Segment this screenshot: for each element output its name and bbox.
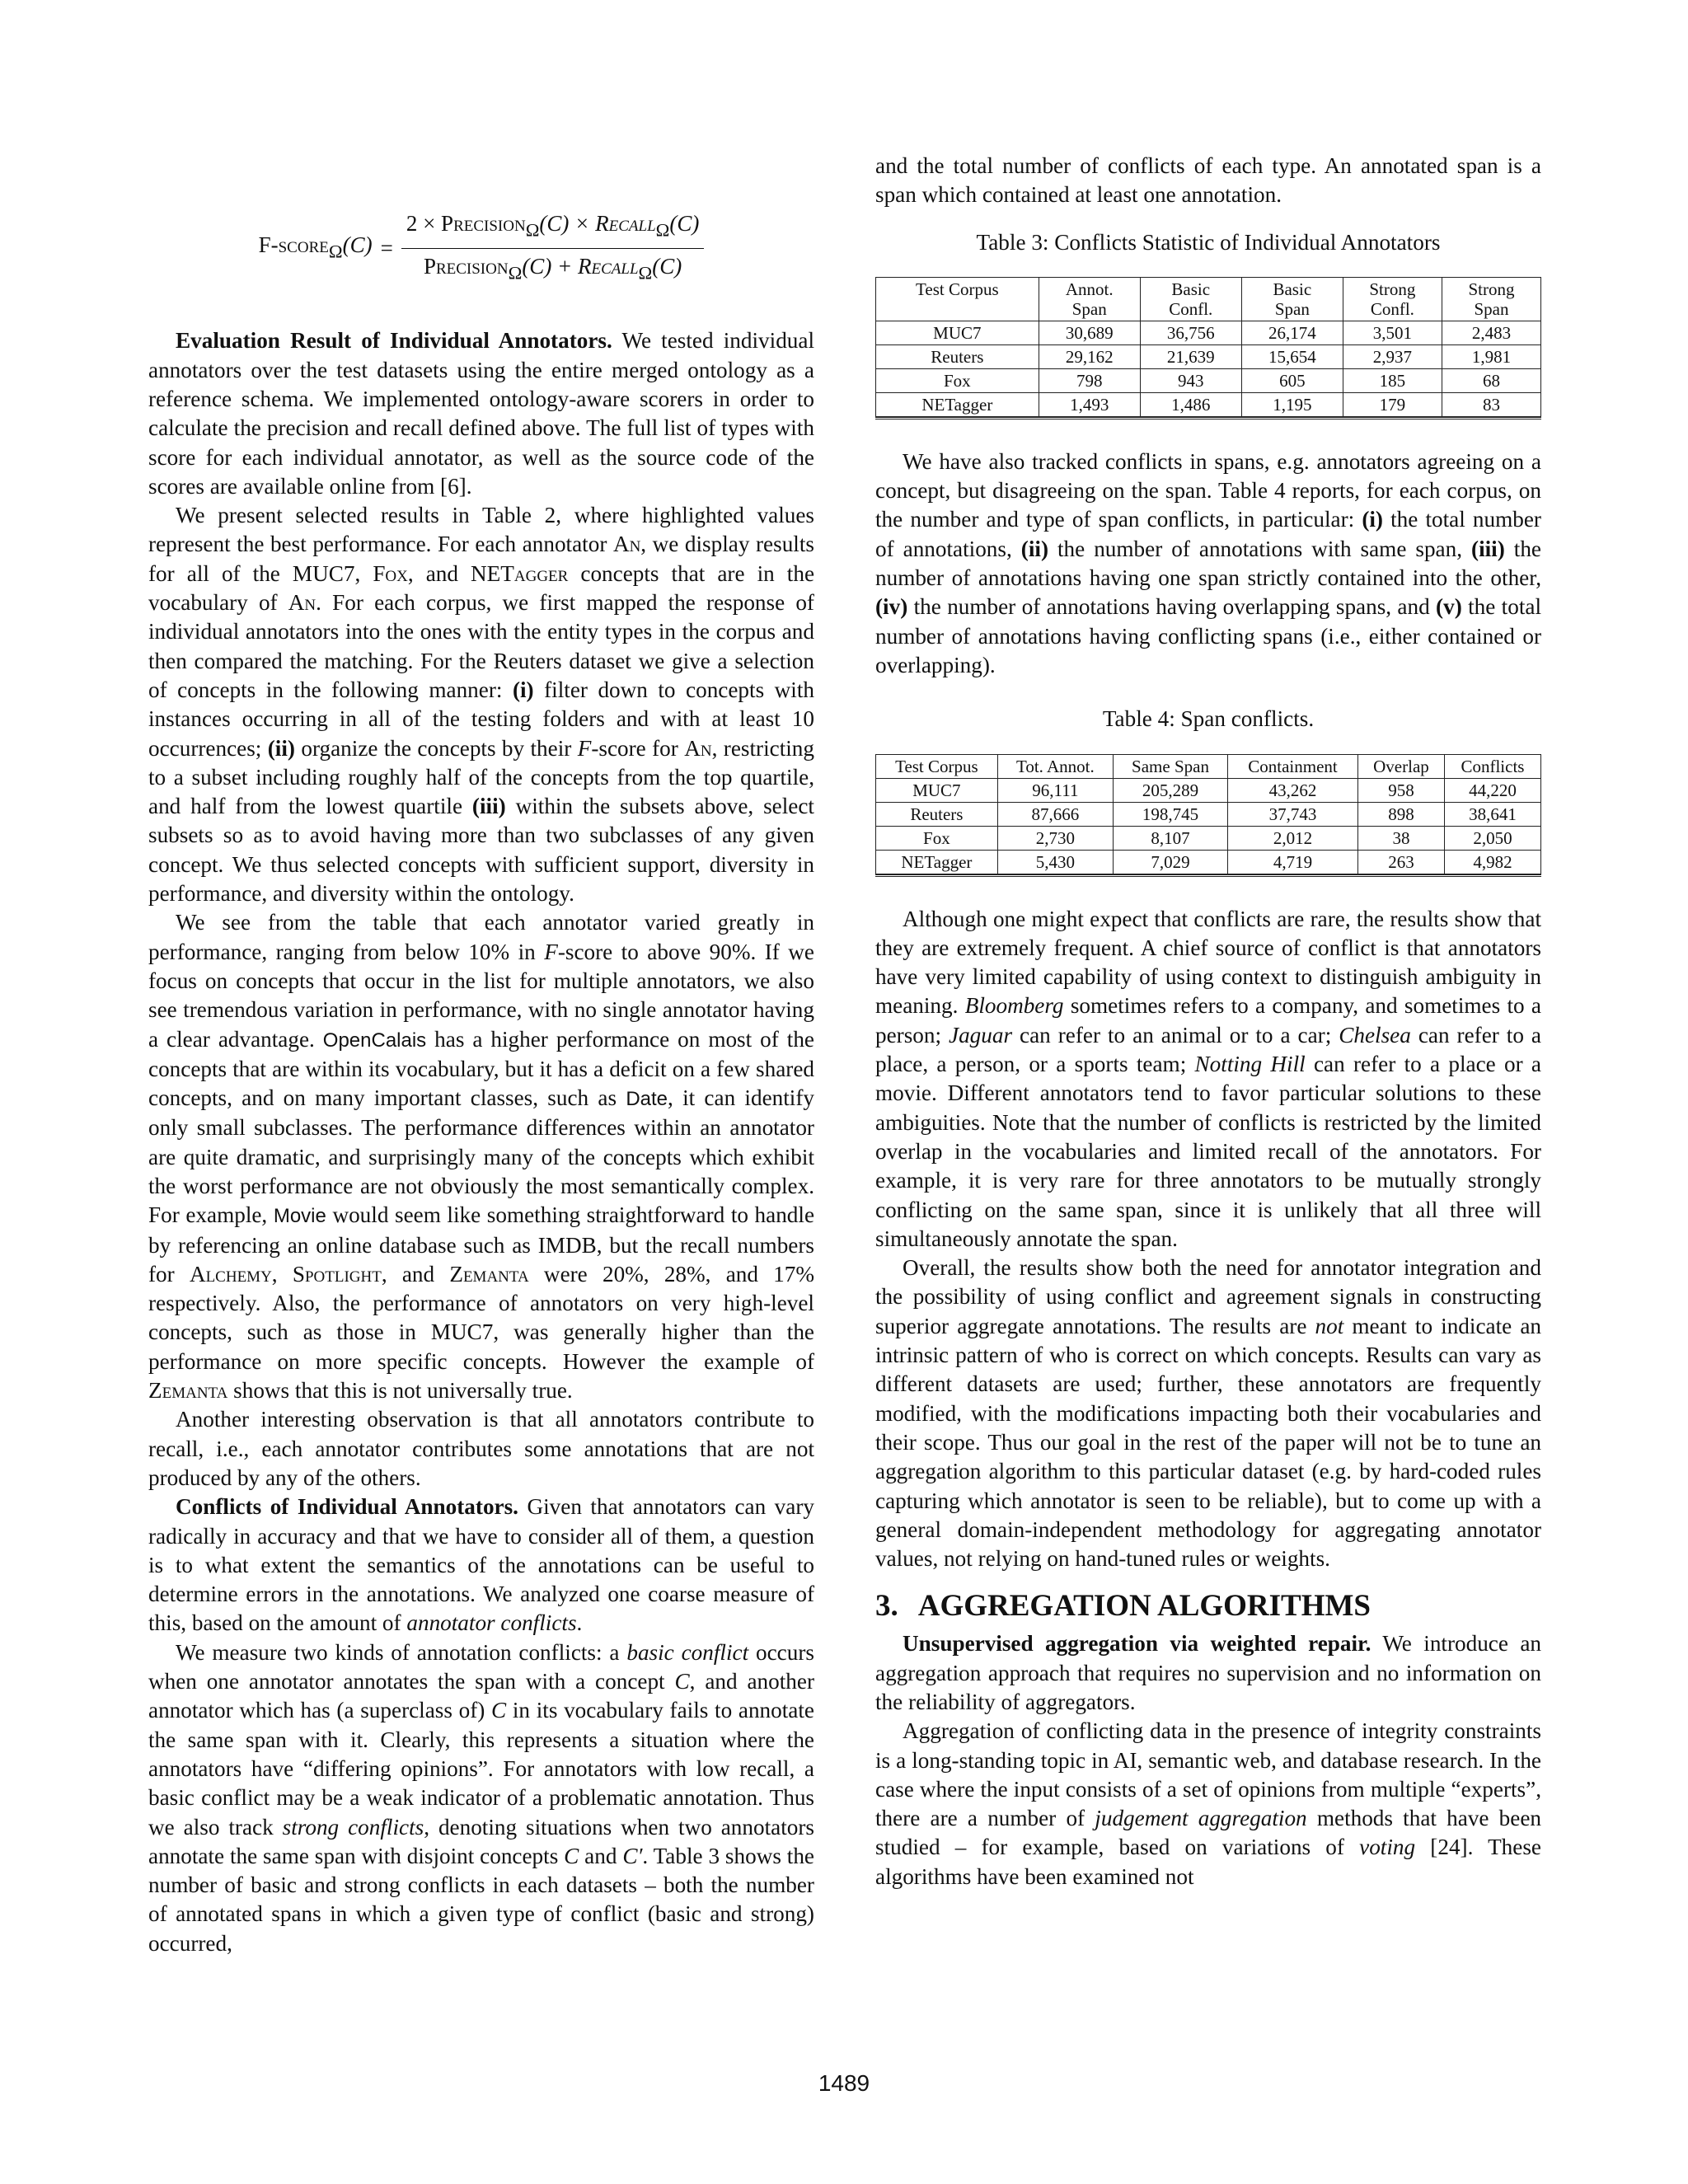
table-cell: 5,430 (997, 850, 1113, 874)
table-row (876, 368, 1541, 392)
table-row (876, 850, 1541, 874)
table-cell: 8,107 (1113, 826, 1227, 850)
table-cell: 2,937 (1343, 344, 1442, 368)
table-header-cell: Basic Span (1241, 277, 1343, 321)
paragraph-conflicts: Conflicts of Individual Annotators. Given that annotators can vary radically in accuracy and that we have to consider all of them, a question is to what extent the semantics of the annotations can be useful to determine errors in the annotations. We analyzed one coarse measure of this, based on the amount of annotator conflicts. (148, 1494, 814, 1636)
table-cell: 2,483 (1442, 321, 1540, 344)
table-cell: 29,162 (1039, 344, 1140, 368)
paragraph-conflict-kinds: We measure two kinds of annotation conflicts: a basic conflict occurs when one annotator annotates the span with a concept C, and another annotator which has (a superclass of) C in its vocabulary fails to annotate the same span with it. Clearly, this represents a situation where the annotators have “differing opinions”. For annotators with low recall, a basic conflict may be a weak indicator of a problematic annotation. Thus we also track strong conflicts, denoting situations when two annotators annotate the same span with disjoint concepts C and C′. Table 3 shows the number of basic and strong conflicts in each datasets – both the number of annotated spans in which a given type of conflict (basic and strong) occurred, (148, 1639, 814, 1956)
table-cell: 1,195 (1241, 392, 1343, 416)
table-cell: 1,486 (1140, 392, 1241, 416)
f-score-formula: F-score$_\Omega$(C) = $\frac{2 \times Precision_\Omega(C) \times Recall_\Omega(C)}{Precision_\Omega(C) + Recall_\Omega(C)}$ (148, 209, 814, 287)
table-cell: 37,743 (1228, 802, 1358, 826)
table-cell: NETagger (876, 392, 1039, 416)
table-header-cell: Overlap (1358, 754, 1445, 778)
table-cell: 87,666 (997, 802, 1113, 826)
page-number: 1489 (818, 2070, 870, 2096)
paragraph-selected-results: We present selected results in Table 2, where highlighted values represent the best performance. For each annotator An, we display results for all of the MUC7, Fox, and NETagger concepts that are in the vocabulary of An. For each corpus, we first mapped the response of individual annotators into the ones with the entity types in the corpus and then compared the matching. For the Reuters dataset we give a selection of concepts in the following manner: (i) filter down to concepts with instances occurring in all of the testing folders and with at least 10 occurrences; (ii) organize the concepts by their F-score for An, restricting to a subset including roughly half of the concepts from the top quartile, and half from the lowest quartile (iii) within the subsets above, select subsets so as to avoid having more than two subclasses of any given concept. We thus selected concepts with sufficient support, diversity in performance, and diversity within the ontology. (148, 503, 815, 907)
table-cell: 179 (1343, 392, 1442, 416)
table-cell: 30,689 (1039, 321, 1140, 344)
table-cell: 798 (1039, 368, 1140, 392)
table-cell: 2,050 (1444, 826, 1540, 850)
table-cell: 205,289 (1113, 778, 1227, 802)
table-cell: 4,982 (1444, 850, 1540, 874)
table-cell: MUC7 (876, 778, 998, 802)
table-cell: 38,641 (1444, 802, 1540, 826)
table-cell: 26,174 (1241, 321, 1343, 344)
paragraph-weighted-repair: Unsupervised aggregation via weighted repair. We introduce an aggregation approach that requires no supervision and no information on the reliability of aggregators. (875, 1631, 1542, 1714)
right-column (875, 152, 1541, 1891)
table3-wrapper (875, 277, 1541, 419)
table-cell: 943 (1140, 368, 1241, 392)
table-cell: NETagger (876, 850, 998, 874)
table-row (876, 778, 1541, 802)
table-header-cell: Annot. Span (1039, 277, 1140, 321)
table-cell: 21,639 (1140, 344, 1241, 368)
table-cell: 15,654 (1241, 344, 1343, 368)
table4 (875, 754, 1541, 874)
table-header-cell: Test Corpus (876, 754, 998, 778)
table-cell: 2,012 (1228, 826, 1358, 850)
table-cell: 38 (1358, 826, 1445, 850)
table-header-cell: Strong Span (1442, 277, 1540, 321)
table-cell: 43,262 (1228, 778, 1358, 802)
paragraph-continued: and the total number of conflicts of each type. An annotated span is a span which contained at least one annotation. (875, 153, 1541, 208)
table-cell: 605 (1241, 368, 1343, 392)
table-header-row (876, 277, 1541, 321)
table-cell: MUC7 (876, 321, 1039, 344)
table-cell: 68 (1442, 368, 1540, 392)
table-cell: 198,745 (1113, 802, 1227, 826)
table-cell: 96,111 (997, 778, 1113, 802)
formula-fraction: $\frac{2 \times Precision_\Omega(C) \times Recall_\Omega(C)}{Precision_\Omega(C) + Recall_\Omega(C)}$ (401, 209, 705, 287)
table-row (876, 344, 1541, 368)
table-cell: 44,220 (1444, 778, 1540, 802)
table-row (876, 392, 1541, 416)
paragraph-frequent-conflicts: Although one might expect that conflicts are rare, the results show that they are extremely frequent. A chief source of conflict is that annotators have very limited capability of using context to distinguish ambiguity in meaning. Bloomberg sometimes refers to a company, and sometimes to a person; Jaguar can refer to an animal or to a car; Chelsea can refer to a place, a person, or a sports team; Notting Hill can refer to a place or a movie. Different annotators tend to favor particular solutions to these ambiguities. Note that the number of conflicts is restricted by the limited overlap in the vocabularies and limited recall of the annotators. For example, it is very rare for three annotators to be mutually strongly conflicting on the same span, since it is unlikely that all three will simultaneously annotate the span. (875, 906, 1542, 1251)
section-heading: 3. AGGREGATION ALGORITHMS (875, 1589, 1372, 1624)
table4-caption: Table 4: Span conflicts. (1102, 706, 1315, 732)
table-cell: 36,756 (1140, 321, 1241, 344)
paragraph-span-conflicts: We have also tracked conflicts in spans, e.g. annotators agreeing on a concept, but disagreeing on the span. Table 4 reports, for each corpus, on the number and type of span conflicts, in particular: (i) the total number of annotations, (ii) the number of annotations with same span, (iii) the number of annotations having one span strictly contained into the other, (iv) the number of annotations having overlapping spans, and (v) the total number of annotations having conflicting spans (i.e., either contained or overlapping). (875, 448, 1542, 677)
table3-caption: Table 3: Conflicts Statistic of Individual Annotators (976, 229, 1441, 255)
table-row (876, 321, 1541, 344)
paragraph-recall: Another interesting observation is that all annotators contribute to recall, i.e., each annotator contributes some annotations that are not produced by any of the others. (148, 1407, 814, 1490)
paragraph-aggregation: Aggregation of conflicting data in the presence of integrity constraints is a long-standing topic in AI, semantic web, and database research. In the case where the input consists of a set of opinions from multiple “experts”, there are a number of judgement aggregation methods that have been studied – for example, based on variations of voting [24]. These algorithms have been examined not (875, 1718, 1541, 1889)
table-cell: 7,029 (1113, 850, 1227, 874)
table-cell: 263 (1358, 850, 1445, 874)
table-header-cell: Test Corpus (876, 277, 1039, 321)
table-header-cell: Strong Confl. (1343, 277, 1442, 321)
table-header-row (876, 754, 1541, 778)
formula-lhs: F-score$_\Omega$(C) (258, 232, 373, 262)
table-cell: 958 (1358, 778, 1445, 802)
table-header-cell: Basic Confl. (1140, 277, 1241, 321)
paragraph-overall: Overall, the results show both the need for annotator integration and the possibility of using conflict and agreement signals in constructing superior aggregate annotations. The results are not meant to indicate an intrinsic pattern of who is correct on which concepts. Results can vary as different datasets are used; further, these annotators are frequently modified, with the modifications impacting both their vocabularies and their scope. Thus our goal in the rest of the paper will not be to tune an aggregation algorithm to this particular dataset (e.g. by hard-coded rules capturing which annotator is seen to be reliable), but to come up with a general domain-independent methodology for aggregating annotator values, not relying on hand-tuned rules or weights. (875, 1255, 1541, 1572)
table-cell: 3,501 (1343, 321, 1442, 344)
table4-wrapper (875, 754, 1541, 877)
table-cell: Fox (876, 826, 998, 850)
table-header-cell: Same Span (1113, 754, 1227, 778)
table-header-cell: Conflicts (1444, 754, 1540, 778)
table-cell: 1,493 (1039, 392, 1140, 416)
table-cell: Reuters (876, 802, 998, 826)
table-cell: Fox (876, 368, 1039, 392)
left-column (148, 152, 814, 1958)
paragraph-variation: We see from the table that each annotator varied greatly in performance, ranging from below 10% in F-score to above 90%. If we focus on concepts that occur in the list for multiple annotators, we also see tremendous variation in performance, with no single annotator having a clear advantage. OpenCalais has a higher performance on most of the concepts that are within its vocabulary, but it has a deficit on a few shared concepts, and on many important classes, such as Date, it can identify only small subclasses. The performance differences within an annotator are quite dramatic, and surprisingly many of the concepts which exhibit the worst performance are not obviously the most semantically complex. For example, Movie would seem like something straightforward to handle by referencing an online database such as IMDB, but the recall numbers for Alchemy, Spotlight, and Zemanta were 20%, 28%, and 17% respectively. Also, the performance of annotators on very high-level concepts, such as those in MUC7, was generally higher than the performance on more specific concepts. However the example of Zemanta shows that this is not universally true. (148, 910, 815, 1404)
table-header-cell: Containment (1228, 754, 1358, 778)
table-cell: 83 (1442, 392, 1540, 416)
table-cell: 185 (1343, 368, 1442, 392)
paragraph-evaluation: Evaluation Result of Individual Annotators. We tested individual annotators over the test datasets using the entire merged ontology as a reference schema. We implemented ontology-aware scorers in order to calculate the precision and recall defined above. The full list of types with score for each individual annotator, as well as the source code of the scores are available online from [6]. (148, 328, 814, 499)
table-header-cell: Tot. Annot. (997, 754, 1113, 778)
table-cell: 898 (1358, 802, 1445, 826)
table-cell: 1,981 (1442, 344, 1540, 368)
table-row (876, 802, 1541, 826)
table3 (875, 277, 1541, 417)
table-row (876, 826, 1541, 850)
table-cell: 4,719 (1228, 850, 1358, 874)
table-cell: Reuters (876, 344, 1039, 368)
table-cell: 2,730 (997, 826, 1113, 850)
